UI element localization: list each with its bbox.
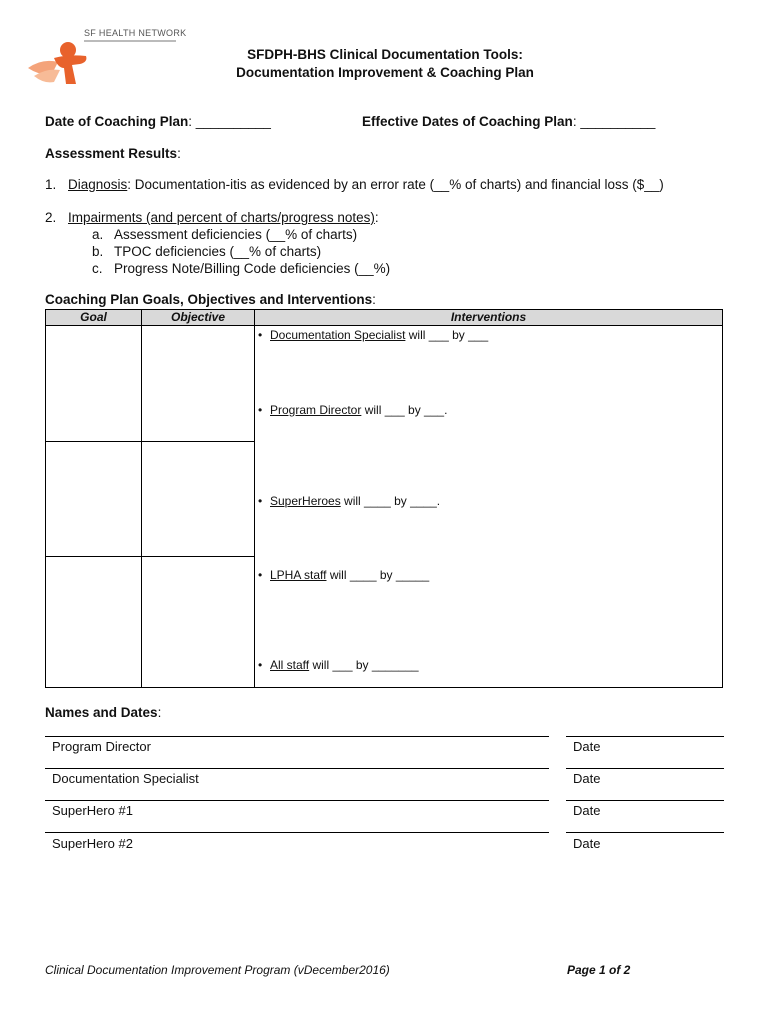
name-line bbox=[45, 800, 549, 801]
impairments-term: Impairments (and percent of charts/progress notes) bbox=[68, 210, 375, 225]
intervention-item bbox=[258, 568, 429, 582]
bullet-icon: • bbox=[258, 403, 263, 417]
subitem-letter: b. bbox=[92, 244, 104, 259]
names-dates-heading-colon: : bbox=[157, 705, 162, 720]
impairment-subitem bbox=[92, 227, 357, 242]
coaching-plan-heading-colon: : bbox=[372, 292, 376, 307]
assessment-heading-text: Assessment Results bbox=[45, 146, 178, 161]
intervention-item bbox=[258, 403, 447, 417]
impairment-subitem bbox=[92, 244, 321, 259]
intervention-text: will ___ by _______ bbox=[309, 658, 419, 672]
names-dates-heading-text: Names and Dates bbox=[45, 705, 158, 720]
bullet-icon: • bbox=[258, 568, 263, 582]
diagnosis-term: Diagnosis bbox=[68, 177, 128, 192]
effective-dates bbox=[362, 114, 655, 129]
footer-page-number: Page 1 of 2 bbox=[567, 963, 631, 977]
date-line bbox=[566, 800, 724, 801]
column-header-objective: Objective bbox=[170, 310, 226, 324]
intervention-who: SuperHeroes bbox=[270, 494, 341, 508]
impairment-subitem bbox=[92, 261, 390, 276]
intervention-who: Program Director bbox=[270, 403, 362, 417]
logo-tagline bbox=[84, 40, 176, 42]
intervention-who: Documentation Specialist bbox=[270, 328, 406, 342]
diagnosis-text: : Documentation-itis as evidenced by an error rate (__% of charts) and financial loss ($__) bbox=[127, 177, 664, 192]
intervention-item bbox=[258, 494, 440, 508]
intervention-text: will ____ by _____ bbox=[326, 568, 430, 582]
item-number: 1. bbox=[45, 177, 57, 192]
coaching-plan-date bbox=[45, 114, 271, 129]
subitem-text: TPOC deficiencies (__% of charts) bbox=[114, 244, 322, 259]
signature-date-label: Date bbox=[573, 771, 601, 786]
subitem-text: Assessment deficiencies (__% of charts) bbox=[114, 227, 358, 242]
effective-dates-value: : __________ bbox=[572, 114, 656, 129]
coaching-plan-date-label: Date of Coaching Plan bbox=[45, 114, 189, 129]
subitem-letter: a. bbox=[92, 227, 104, 242]
intervention-item bbox=[258, 658, 419, 672]
assessment-item-1 bbox=[45, 177, 664, 192]
signature-name-label: SuperHero #2 bbox=[52, 836, 133, 851]
signature-date-label: Date bbox=[573, 739, 601, 754]
logo-org-name: SF HEALTH NETWORK bbox=[84, 28, 187, 38]
item-number: 2. bbox=[45, 210, 57, 225]
bullet-icon: • bbox=[258, 658, 263, 672]
signature-date-label: Date bbox=[573, 803, 601, 818]
row-divider bbox=[46, 556, 254, 557]
subitem-letter: c. bbox=[92, 261, 103, 276]
coaching-plan-date-value: : __________ bbox=[188, 114, 271, 129]
signature-name-label: SuperHero #1 bbox=[52, 803, 133, 818]
intervention-text: will ____ by ____. bbox=[340, 494, 441, 508]
signature-date-label: Date bbox=[573, 836, 601, 851]
name-line bbox=[45, 832, 549, 833]
bullet-icon: • bbox=[258, 328, 263, 342]
date-line bbox=[566, 768, 724, 769]
assessment-heading bbox=[45, 146, 181, 161]
intervention-who: LPHA staff bbox=[270, 568, 327, 582]
page-title-line2: Documentation Improvement & Coaching Plan bbox=[236, 65, 534, 80]
row-divider bbox=[46, 441, 254, 442]
intervention-item bbox=[258, 328, 488, 342]
page-title-line1: SFDPH-BHS Clinical Documentation Tools: bbox=[247, 47, 523, 62]
assessment-heading-colon: : bbox=[177, 146, 181, 161]
subitem-text: Progress Note/Billing Code deficiencies (__%) bbox=[114, 261, 391, 276]
column-divider bbox=[141, 310, 142, 687]
signature-name-label: Documentation Specialist bbox=[52, 771, 199, 786]
name-line bbox=[45, 736, 549, 737]
intervention-text: will ___ by ___. bbox=[361, 403, 448, 417]
bullet-icon: • bbox=[258, 494, 263, 508]
intervention-who: All staff bbox=[270, 658, 310, 672]
coaching-plan-heading-text: Coaching Plan Goals, Objectives and Interventions bbox=[45, 292, 373, 307]
coaching-plan-table bbox=[45, 309, 723, 688]
table-header bbox=[46, 310, 722, 326]
date-line bbox=[566, 736, 724, 737]
column-header-goal: Goal bbox=[80, 310, 107, 324]
name-line bbox=[45, 768, 549, 769]
signature-name-label: Program Director bbox=[52, 739, 151, 754]
coaching-plan-heading bbox=[45, 292, 376, 307]
impairments-colon: : bbox=[374, 210, 379, 225]
date-line bbox=[566, 832, 724, 833]
column-divider bbox=[254, 310, 255, 687]
column-header-interventions: Interventions bbox=[450, 310, 527, 324]
footer-left: Clinical Documentation Improvement Program (vDecember2016) bbox=[45, 963, 390, 977]
intervention-text: will ___ by ___ bbox=[405, 328, 489, 342]
assessment-item-2 bbox=[45, 210, 379, 225]
names-dates-heading bbox=[45, 705, 161, 720]
effective-dates-label: Effective Dates of Coaching Plan bbox=[362, 114, 573, 129]
